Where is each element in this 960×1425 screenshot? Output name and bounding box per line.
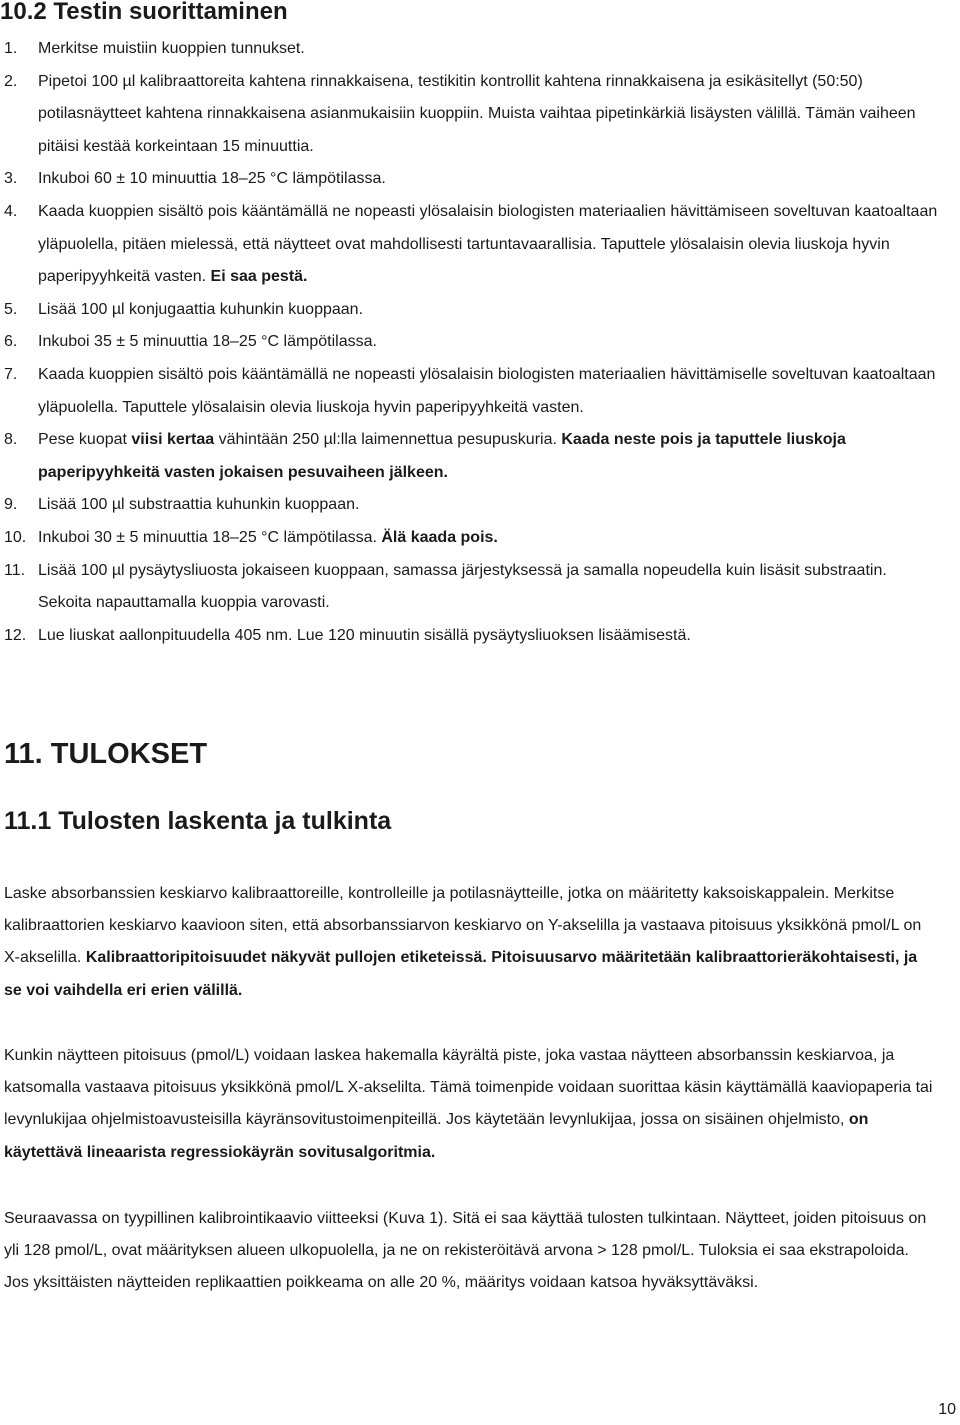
text-run: Kaada kuoppien sisältö pois kääntämällä ne nopeasti ylösalaisin biologisten materiaalien hävittämiseen soveltuvan kaatoaltaan yläpuolella, pitäen mielessä, että näytteet ovat mahdollisesti tartuntavaarallisia. Taputtele ylösalaisin olevia liuskoja hyvin paperipyyhkeitä vasten. [38,202,938,286]
step-text [38,196,960,294]
text-run: Pese kuopat [38,431,132,449]
bold-text: viisi kertaa [131,431,215,449]
step-number: 11. [4,561,26,579]
step-number: 10. [4,528,27,546]
text-run: Kunkin näytteen pitoisuus (pmol/L) voidaan laskea hakemalla käyrältä piste, joka vastaa näytteen absorbanssin keskiarvoa, ja katsomalla vastaava pitoisuus yksikkönä pmol/L X-akselilta. Tämä toimenpide voidaan suorittaa käsin käyttämällä kaaviopaperia tai levynlukijaa ohjelmistoavusteisilla käyränsovitustoimenpiteillä. Jos käytetään levynlukijaa, jossa on sisäinen ohjelmisto, [4,1047,933,1129]
step-text [38,33,960,66]
step-number: 8. [4,431,18,449]
procedure-step [0,424,960,489]
page-number: 10 [938,1401,956,1418]
bold-text: Ei saa pestä. [210,268,308,286]
results-paragraph-2 [4,1040,934,1169]
text-run: Kaada kuoppien sisältö pois kääntämällä ne nopeasti ylösalaisin biologisten materiaalien hävittämiselle soveltuvan kaatoaltaan yläpuolella. Taputtele ylösalaisin olevia liuskoja hyvin paperipyyhkeitä vasten. [38,365,936,416]
procedure-step [0,33,960,66]
procedure-steps-list [0,33,960,652]
step-text [38,294,960,327]
procedure-step [0,294,960,327]
procedure-step [0,489,960,522]
results-paragraph-1 [4,878,934,1007]
text-run: Inkuboi 30 ± 5 minuuttia 18–25 °C lämpötilassa. [38,528,382,546]
step-number: 2. [4,72,18,90]
step-text [38,555,960,620]
step-number: 1. [4,40,18,57]
step-number: 5. [4,300,18,318]
text-run: Lisää 100 µl substraattia kuhunkin kuoppaan. [38,496,360,514]
step-text [38,522,960,555]
text-run: Lisää 100 µl konjugaattia kuhunkin kuoppaan. [38,300,364,318]
step-number: 6. [4,333,18,351]
procedure-step [0,163,960,196]
bold-text: Älä kaada pois. [381,528,498,546]
step-number: 12. [4,626,27,644]
step-text [38,163,960,196]
bold-text: Kaada neste pois ja taputtele liuskoja paperipyyhkeitä vasten jokaisen pesuvaiheen jälkeen. [38,431,846,481]
step-text [38,359,960,424]
text-run: Seuraavassa on tyypillinen kalibrointikaavio viitteeksi (Kuva 1). Sitä ei saa käyttää tulosten tulkintaan. Näytteet, joiden pitoisuus on yli 128 pmol/L, ovat määrityksen alueen ulkopuolella, ja ne on rekisteröitävä arvona > 128 pmol/L. Tuloksia ei saa ekstrapoloida. Jos yksittäisten näytteiden replikaattien poikkeama on alle 20 %, määritys voidaan katsoa hyväksyttäväksi. [4,1210,927,1292]
step-text [38,620,960,653]
text-run: vähintään 250 µl:lla laimennettua pesupuskuria. [214,431,562,449]
step-text [38,66,960,164]
step-number: 3. [4,170,18,188]
procedure-step [0,196,960,294]
procedure-step [0,555,960,620]
text-run: Laske absorbanssien keskiarvo kalibraattoreille, kontrolleille ja potilasnäytteille, jotka on määritetty kaksoiskappalein. Merkitse kalibraattorien keskiarvo kaavioon siten, että absorbanssiarvon keskiarvo on Y-akselilla ja vastaava pitoisuus yksikkönä pmol/L on X-akselilla. [4,885,922,967]
subsection-heading: 11.1 Tulosten laskenta ja tulkinta [4,807,392,835]
step-text [38,424,960,489]
bold-text: Kalibraattoripitoisuudet näkyvät pullojen etiketeissä. Pitoisuusarvo määritetään kalibraattorieräkohtaisesti, ja se voi vaihdella eri erien välillä. [4,949,918,999]
procedure-step [0,620,960,653]
section-heading: 10.2 Testin suorittaminen [0,0,288,25]
bold-text: on käytettävä lineaarista regressiokäyrän sovitusalgoritmia. [4,1111,869,1161]
text-run: Inkuboi 60 ± 10 minuuttia 18–25 °C lämpötilassa. [38,170,386,188]
procedure-step [0,522,960,555]
text-run: Lisää 100 µl pysäytysliuosta jokaiseen kuoppaan, samassa järjestyksessä ja samalla nopeudella kuin lisäsit substraatin. Sekoita napauttamalla kuoppia varovasti. [38,561,887,612]
procedure-step [0,326,960,359]
step-number: 4. [4,202,18,220]
text-run: Inkuboi 35 ± 5 minuuttia 18–25 °C lämpötilassa. [38,333,377,351]
chapter-heading: 11. TULOKSET [4,738,208,770]
text-run: Lue liuskat aallonpituudella 405 nm. Lue 120 minuutin sisällä pysäytysliuoksen lisäämisestä. [38,626,691,644]
step-text [38,326,960,359]
step-number: 9. [4,496,18,514]
procedure-step [0,66,960,164]
step-number: 7. [4,365,18,383]
step-text [38,489,960,522]
procedure-step [0,359,960,424]
text-run: Merkitse muistiin kuoppien tunnukset. [38,40,305,57]
results-paragraph-3 [4,1203,934,1300]
text-run: Pipetoi 100 µl kalibraattoreita kahtena rinnakkaisena, testikitin kontrollit kahtena rinnakkaisena ja esikäsitellyt (50:50) potilasnäytteet kahtena rinnakkaisena asianmukaisiin kuoppiin. Muista vaihtaa pipetinkärkiä lisäysten välillä. Tämän vaiheen pitäisi kestää korkeintaan 15 minuuttia. [38,72,916,155]
